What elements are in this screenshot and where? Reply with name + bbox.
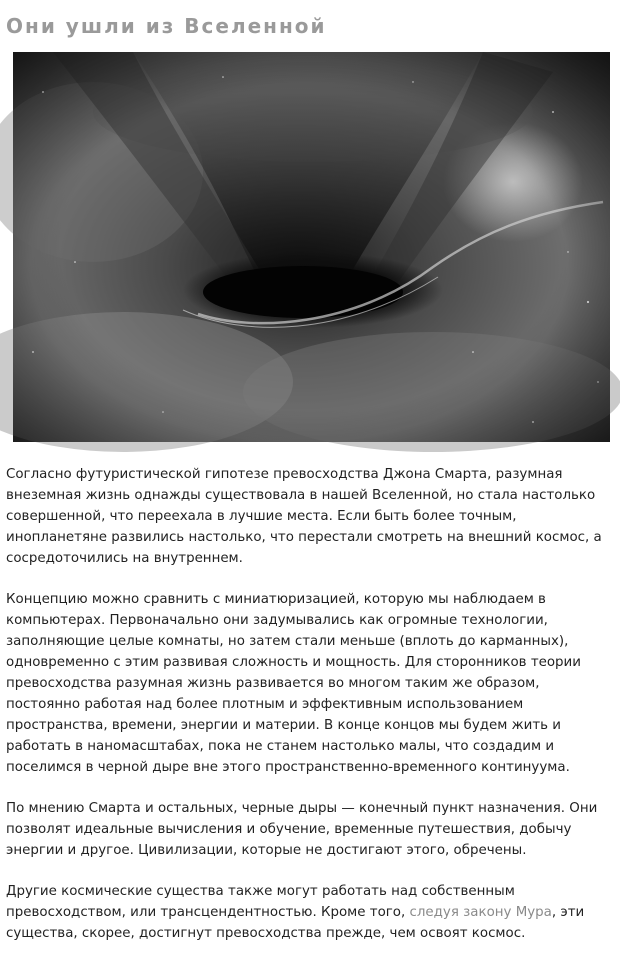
black-hole-illustration <box>13 52 610 442</box>
article-title: Они ушли из Вселенной <box>6 14 327 38</box>
paragraph-4 <box>6 881 614 944</box>
moore-law-link[interactable]: следуя закону Мура <box>409 905 552 920</box>
paragraph-3: По мнению Смарта и остальных, черные дыры — конечный пункт назначения. Они позволят идеальные вычисления и обучение, временные путешествия, добычу энергии и другое. Цивилизации, которые не достигают этого, обречены. <box>6 801 598 858</box>
paragraph-1: Согласно футуристической гипотезе превосходства Джона Смарта, разумная внеземная жизнь однажды существовала в нашей Вселенной, но стала настолько совершенной, что переехала в лучшие места. Если быть более точным, инопланетяне развились настолько, что перестали смотреть на внешний космос, а сосредоточились на внутреннем. <box>6 467 602 566</box>
article-body <box>6 464 614 964</box>
paragraph-4-text-after: , эти существа, скорее, достигнут превосходства прежде, чем освоят космос. <box>6 905 585 941</box>
paragraph-2: Концепцию можно сравнить с миниатюризацией, которую мы наблюдаем в компьютерах. Первоначально они задумывались как огромные технологии, заполняющие целые комнаты, но затем стали меньше (вплоть до карманных), одновременно с этим развивая сложность и мощность. Для сторонников теории превосходства разумная жизнь развивается во многом таким же образом, постоянно работая над более плотным и эффективным использованием пространства, времени, энергии и материи. В конце концов мы будем жить и работать в наномасштабах, пока не станем настолько малы, что создадим и поселимся в черной дыре вне этого пространственно-временного континуума. <box>6 592 581 775</box>
black-hole-image <box>13 52 610 442</box>
paragraph-4-text-before: Другие космические существа также могут работать над собственным превосходством, или трансцендентностью. Кроме того, <box>6 884 515 920</box>
